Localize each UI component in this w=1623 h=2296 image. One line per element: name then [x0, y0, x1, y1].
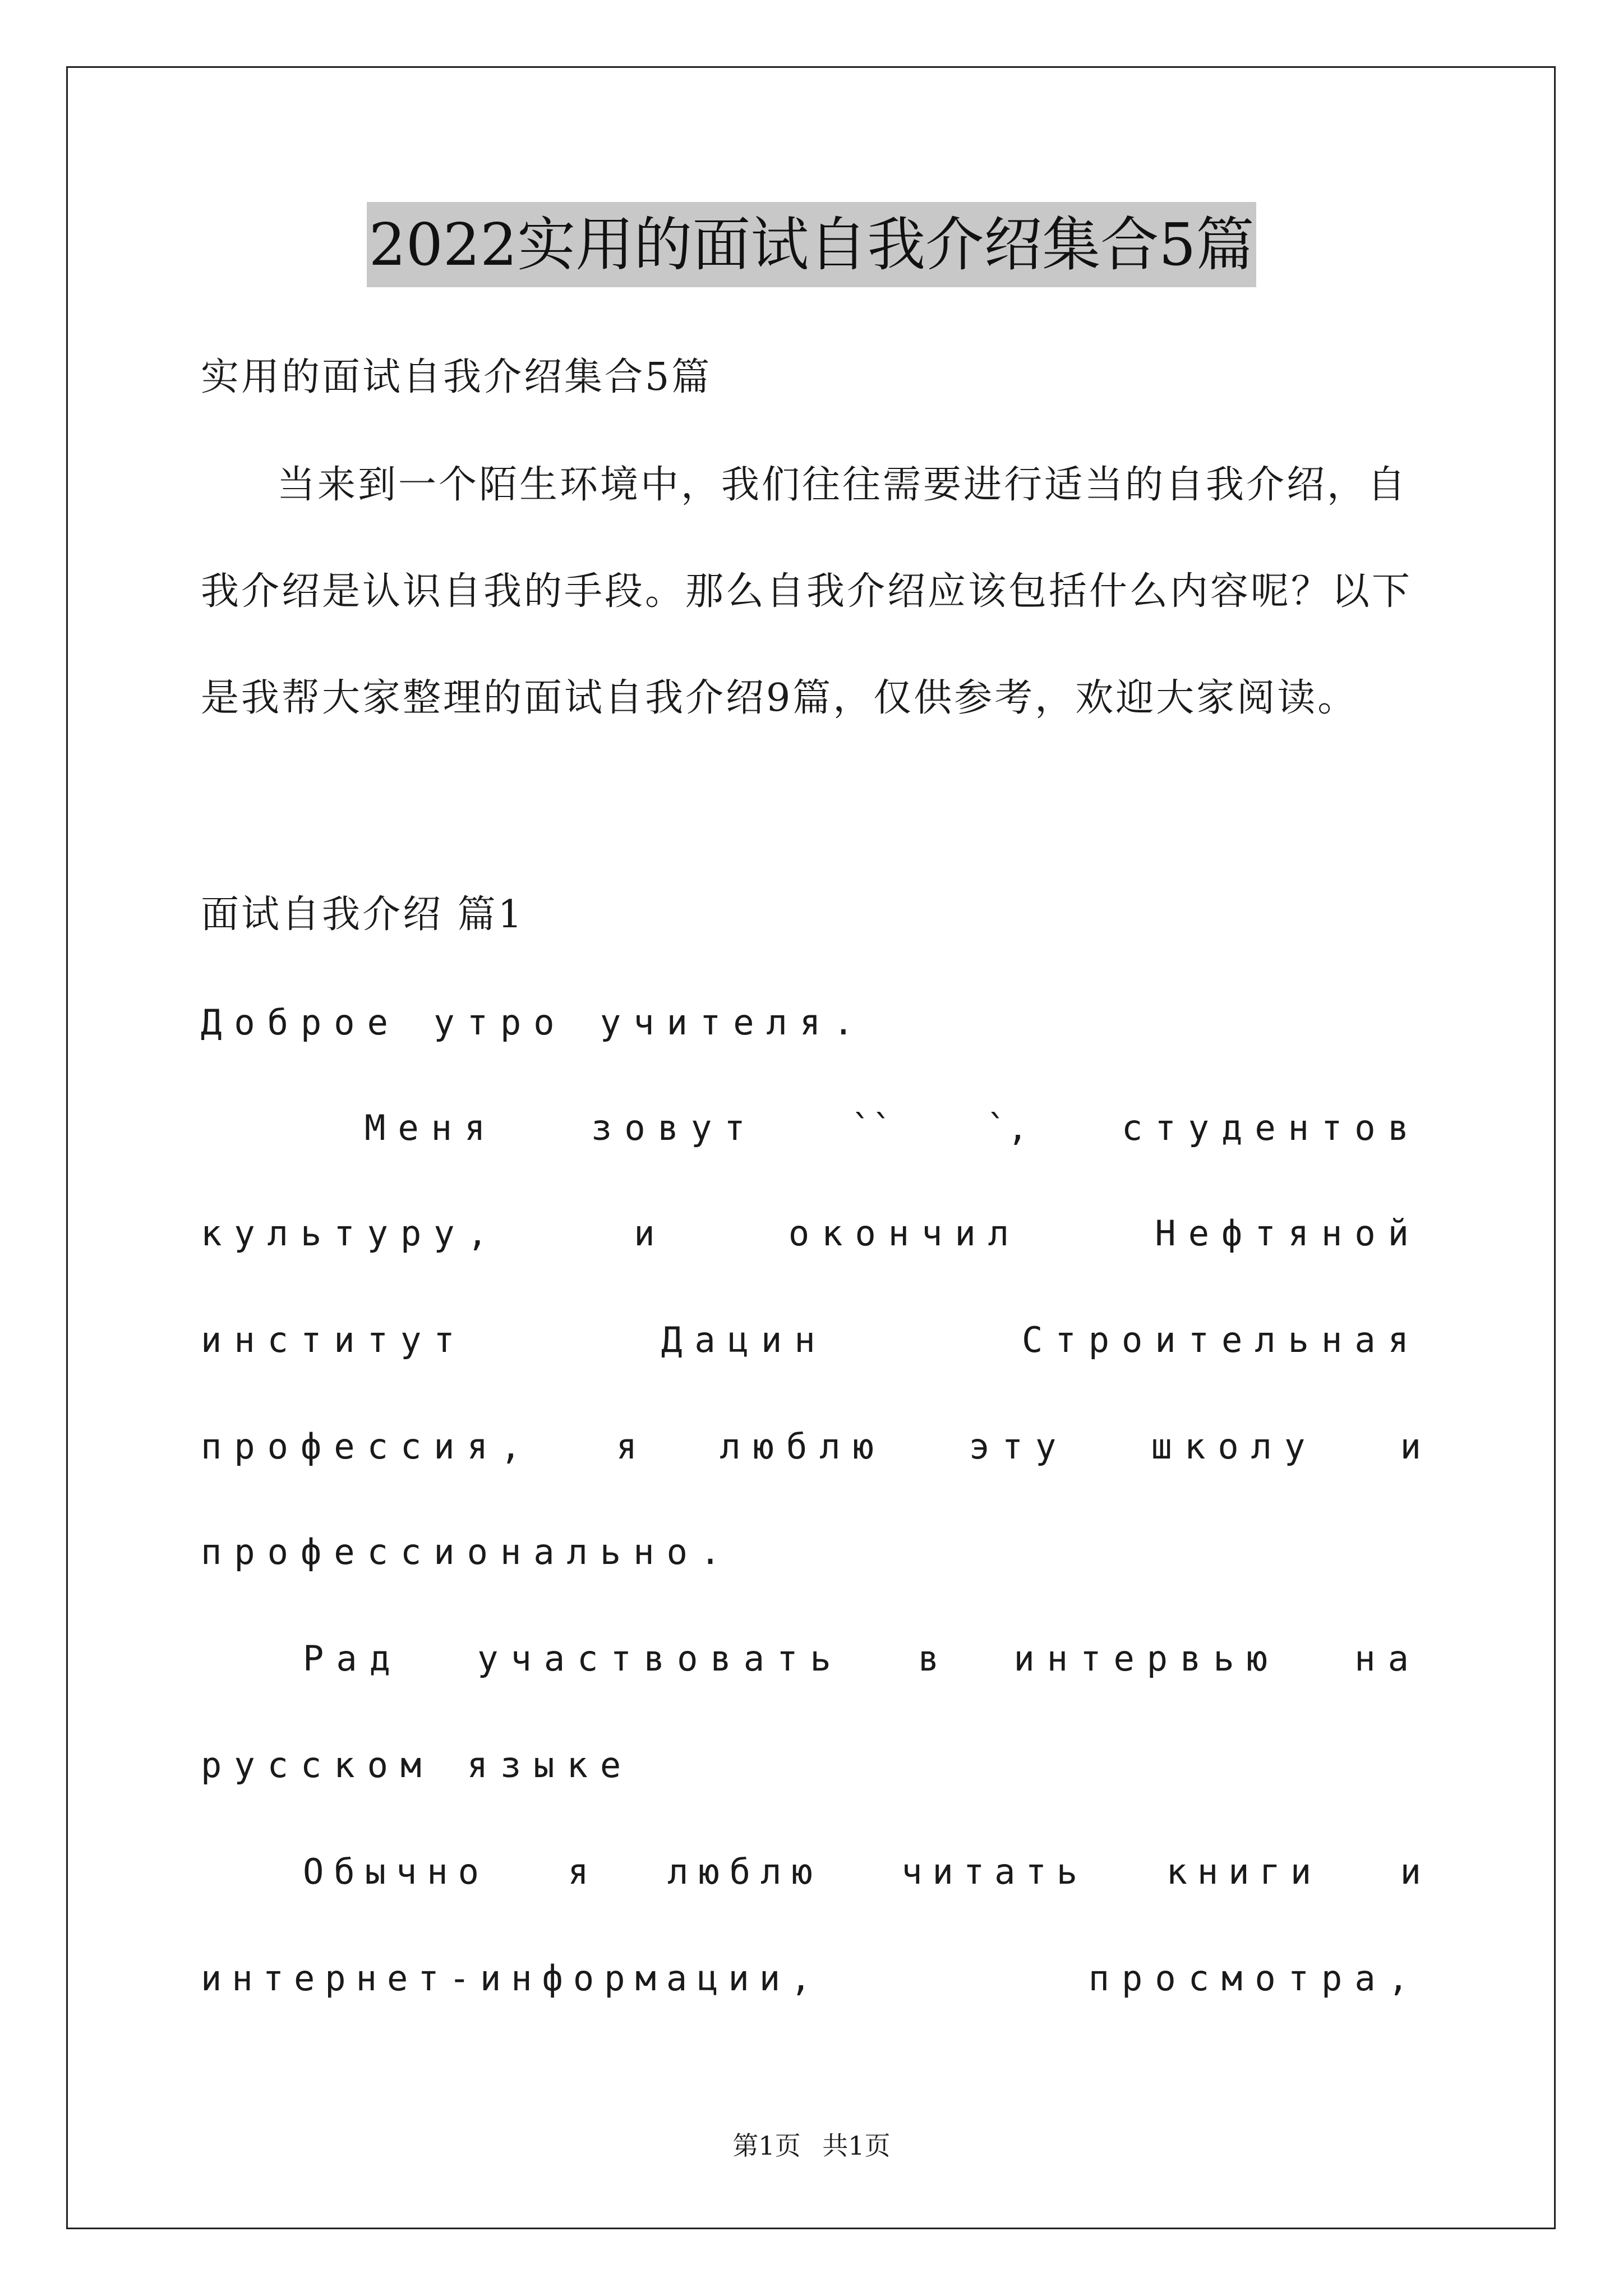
ru-word: читать — [901, 1851, 1088, 1892]
ru-word: окончил — [788, 1213, 1022, 1254]
ru-word: люблю — [667, 1851, 823, 1892]
ru-word: люблю — [720, 1426, 886, 1467]
ru-word: в — [917, 1638, 939, 1679]
ru-line-5: профессионально. — [201, 1531, 734, 1572]
ru-greeting: Доброе утро учителя. — [201, 1002, 866, 1043]
ru-word: зовут — [591, 1107, 758, 1148]
ru-word: участвовать — [477, 1638, 843, 1679]
ru-line-4 — [201, 1421, 1421, 1472]
ru-word: Нефтяной — [1155, 1213, 1421, 1254]
ru-word: интервью — [1013, 1638, 1280, 1679]
ru-word: `` — [851, 1107, 893, 1148]
ru-word: профессия, — [201, 1426, 534, 1467]
ru-word: просмотра, — [1088, 1958, 1421, 1999]
section-heading: 面试自我介绍 篇1 — [201, 892, 524, 937]
intro-line-1: 当来到一个陌生环境中，我们往往需要进行适当的自我介绍，自 — [277, 463, 1408, 507]
document-title: 2022实用的面试自我介绍集合5篇 — [367, 202, 1257, 287]
document-subtitle: 实用的面试自我介绍集合5篇 — [201, 355, 712, 399]
ru-word: культуру, — [201, 1213, 500, 1254]
intro-line-3: 是我帮大家整理的面试自我介绍9篇，仅供参考，欢迎大家阅读。 — [201, 676, 1358, 720]
ru-line-3 — [201, 1315, 1421, 1365]
ru-word: институт — [201, 1319, 467, 1360]
page-footer: 第1页 共1页 — [732, 2131, 891, 2161]
ru-word: я — [568, 1851, 589, 1892]
ru-word: студентов — [1122, 1107, 1421, 1148]
ru-word: школу — [1151, 1426, 1318, 1467]
ru-word: и — [634, 1213, 655, 1254]
ru-line-2 — [201, 1208, 1421, 1259]
ru-word: Дацин — [661, 1319, 828, 1360]
ru-para2-line-2: русском языке — [201, 1745, 634, 1786]
ru-word: Меня — [365, 1107, 498, 1148]
ru-word: Строительная — [1022, 1319, 1421, 1360]
ru-word: Обычно — [303, 1851, 489, 1892]
ru-word: эту — [969, 1426, 1069, 1467]
ru-para3-line-1 — [303, 1847, 1421, 1897]
ru-word: книги — [1166, 1851, 1322, 1892]
ru-word: интернет-информации, — [201, 1958, 822, 1999]
ru-word: я — [616, 1426, 637, 1467]
ru-word: `, — [986, 1107, 1029, 1148]
ru-word: на — [1354, 1638, 1421, 1679]
ru-para3-line-2 — [201, 1953, 1421, 2004]
ru-para2-line-1 — [303, 1634, 1421, 1684]
ru-word: и — [1400, 1426, 1421, 1467]
title-wrap — [0, 202, 1623, 287]
ru-word: Рад — [303, 1638, 403, 1679]
intro-line-2: 我介绍是认识自我的手段。那么自我介绍应该包括什么内容呢？以下 — [201, 569, 1413, 614]
ru-line-1 — [365, 1103, 1421, 1153]
ru-word: и — [1400, 1851, 1421, 1892]
